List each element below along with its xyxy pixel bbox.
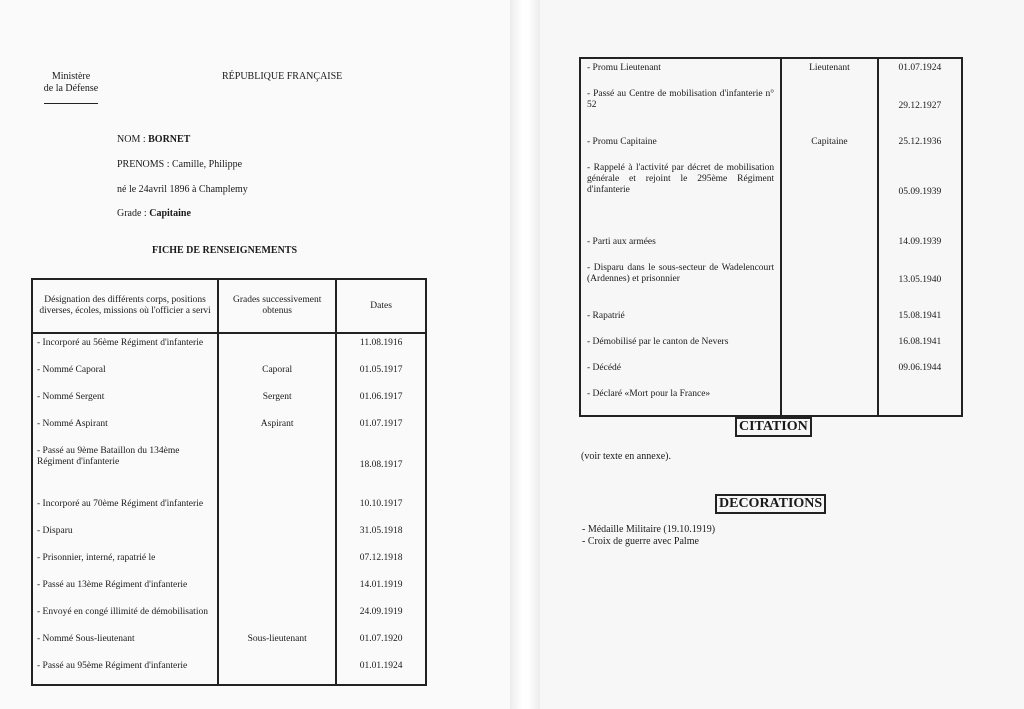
table-row	[580, 85, 962, 133]
ministry-underline	[44, 103, 98, 104]
row-date: 24.09.1919	[336, 603, 426, 630]
row-date: 18.08.1917	[336, 442, 426, 495]
row-date	[878, 385, 962, 411]
row-designation: - Promu Capitaine	[587, 137, 657, 147]
grade-value: Capitaine	[149, 208, 191, 219]
row-date: 01.07.1920	[336, 630, 426, 657]
row-grade	[218, 549, 336, 576]
row-designation: - Nommé Aspirant	[37, 419, 108, 429]
table-row	[32, 522, 426, 549]
row-date: 01.06.1917	[336, 388, 426, 415]
row-designation: - Envoyé en congé illimité de démobilisation	[37, 607, 208, 617]
grade-line	[117, 208, 191, 220]
table-row	[32, 388, 426, 415]
row-grade	[218, 603, 336, 630]
row-designation: - Parti aux armées	[587, 237, 656, 247]
row-designation: - Déclaré «Mort pour la France»	[587, 389, 711, 399]
row-designation: - Nommé Sergent	[37, 392, 105, 402]
row-grade	[781, 385, 878, 411]
table-row	[580, 233, 962, 259]
ministry-line-2: de la Défense	[43, 83, 99, 94]
name-label: NOM :	[117, 134, 149, 145]
row-date: 01.01.1924	[336, 657, 426, 684]
table-row	[32, 495, 426, 522]
header-grades: Grades successivement obtenus	[218, 279, 336, 333]
table-row	[32, 333, 426, 361]
name-line	[117, 134, 190, 146]
row-date: 14.09.1939	[878, 233, 962, 259]
row-designation: - Rapatrié	[587, 311, 625, 321]
table-filler-row	[580, 411, 962, 416]
decoration-item: - Médaille Militaire (19.10.1919)	[582, 524, 715, 536]
row-designation: - Décédé	[587, 363, 622, 373]
row-grade: Capitaine	[781, 133, 878, 159]
name-value: BORNET	[148, 134, 191, 145]
row-date: 15.08.1941	[878, 307, 962, 333]
service-record-table	[31, 278, 427, 686]
table-row	[32, 603, 426, 630]
ministry-block	[36, 71, 106, 104]
row-grade	[781, 333, 878, 359]
row-designation: - Nommé Sous-lieutenant	[37, 634, 135, 644]
table-row	[580, 259, 962, 307]
row-grade: Sous-lieutenant	[218, 630, 336, 657]
row-grade	[781, 359, 878, 385]
right-page	[540, 0, 1024, 709]
table-row	[580, 333, 962, 359]
row-grade	[218, 576, 336, 603]
republic-heading: RÉPUBLIQUE FRANÇAISE	[222, 71, 343, 82]
row-grade	[218, 522, 336, 549]
row-grade	[781, 85, 878, 133]
row-designation: - Passé au Centre de mobilisation d'infanterie n° 52	[587, 89, 775, 110]
row-date: 13.05.1940	[878, 259, 962, 307]
firstnames-line: PRENOMS : Camille, Philippe	[117, 159, 243, 170]
table-row	[32, 549, 426, 576]
row-designation: - Nommé Caporal	[37, 365, 106, 375]
table-row	[32, 442, 426, 495]
row-date: 05.09.1939	[878, 159, 962, 233]
row-designation: - Démobilisé par le canton de Nevers	[587, 337, 729, 347]
row-grade	[218, 333, 336, 361]
row-designation: - Passé au 13ème Régiment d'infanterie	[37, 580, 188, 590]
row-designation: - Passé au 9ème Bataillon du 134ème Régiment d'infanterie	[37, 446, 180, 467]
citation-note: (voir texte en annexe).	[581, 451, 671, 462]
table-header-row	[32, 279, 426, 333]
row-grade: Caporal	[218, 361, 336, 388]
grade-label: Grade :	[117, 208, 150, 219]
table-row	[580, 58, 962, 85]
row-grade: Lieutenant	[781, 58, 878, 85]
row-grade	[218, 442, 336, 495]
table-row	[580, 307, 962, 333]
row-grade	[218, 495, 336, 522]
service-record-table-continued	[579, 57, 963, 417]
row-date: 16.08.1941	[878, 333, 962, 359]
row-date: 01.07.1924	[878, 58, 962, 85]
table-row	[32, 630, 426, 657]
table-row	[32, 361, 426, 388]
row-grade: Aspirant	[218, 415, 336, 442]
decorations-title: DECORATIONS	[715, 494, 826, 514]
row-date: 09.06.1944	[878, 359, 962, 385]
row-grade	[781, 307, 878, 333]
row-grade: Sergent	[218, 388, 336, 415]
table-row	[32, 657, 426, 684]
left-page	[0, 0, 510, 709]
decoration-item: - Croix de guerre avec Palme	[582, 536, 715, 548]
row-date: 07.12.1918	[336, 549, 426, 576]
row-designation: - Passé au 95ème Régiment d'infanterie	[37, 661, 188, 671]
ministry-line-1: Ministère	[51, 71, 91, 82]
row-grade	[218, 657, 336, 684]
header-designation: Désignation des différents corps, positions diverses, écoles, missions où l'officier a servi	[39, 295, 211, 316]
row-designation: - Prisonnier, interné, rapatrié le	[37, 553, 156, 563]
table-row	[32, 415, 426, 442]
row-date: 10.10.1917	[336, 495, 426, 522]
table-row	[580, 385, 962, 411]
row-designation: - Disparu	[37, 526, 73, 536]
row-date: 14.01.1919	[336, 576, 426, 603]
row-grade	[781, 233, 878, 259]
header-dates: Dates	[336, 279, 426, 333]
sheet-title: FICHE DE RENSEIGNEMENTS	[152, 245, 298, 256]
citation-title: CITATION	[735, 417, 812, 437]
table-row	[580, 133, 962, 159]
row-date: 29.12.1927	[878, 85, 962, 133]
table-row	[32, 576, 426, 603]
row-designation: - Rappelé à l'activité par décret de mobilisation générale et rejoint le 295ème Régiment d'infanterie	[587, 163, 775, 195]
birth-line: né le 24avril 1896 à Champlemy	[117, 184, 248, 195]
decorations-list	[582, 524, 715, 548]
page-gutter	[510, 0, 540, 709]
row-date: 01.05.1917	[336, 361, 426, 388]
row-date: 11.08.1916	[336, 333, 426, 361]
row-grade	[781, 259, 878, 307]
table-row	[580, 359, 962, 385]
row-date: 25.12.1936	[878, 133, 962, 159]
table-row	[580, 159, 962, 233]
row-designation: - Incorporé au 70ème Régiment d'infanterie	[37, 499, 204, 509]
row-date: 01.07.1917	[336, 415, 426, 442]
row-designation: - Disparu dans le sous-secteur de Wadelencourt (Ardennes) et prisonnier	[587, 263, 775, 284]
table-filler-row	[32, 684, 426, 685]
row-designation: - Incorporé au 56ème Régiment d'infanterie	[37, 338, 204, 348]
row-grade	[781, 159, 878, 233]
row-designation: - Promu Lieutenant	[587, 63, 661, 73]
row-date: 31.05.1918	[336, 522, 426, 549]
